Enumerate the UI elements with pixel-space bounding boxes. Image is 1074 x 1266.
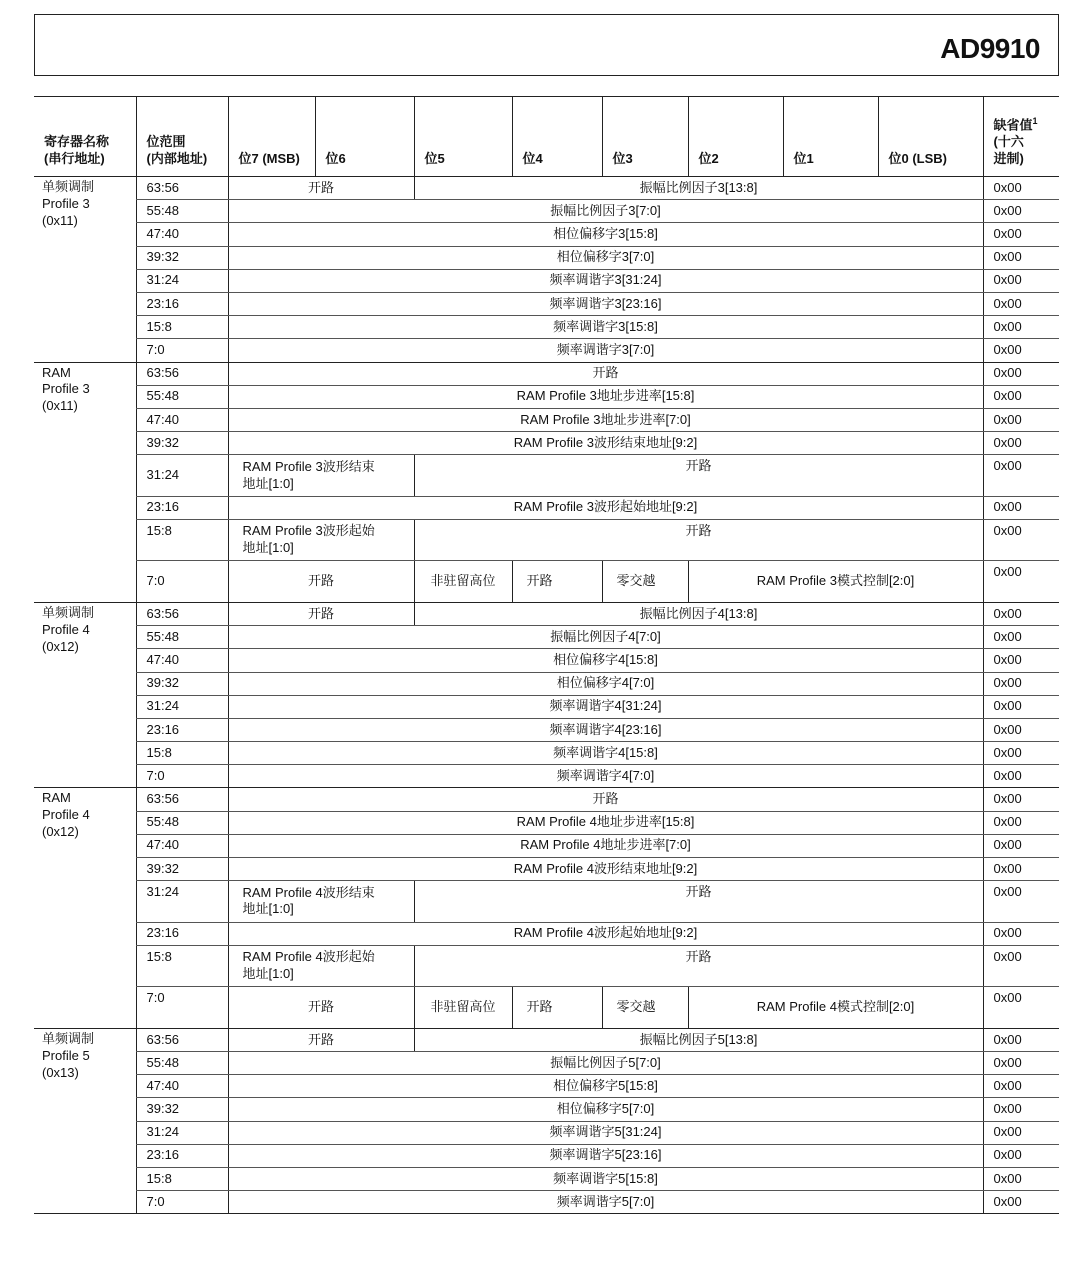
field-cell: RAM Profile 3波形起始地址[9:2]: [228, 496, 983, 519]
header-bit4: 位4: [512, 97, 602, 177]
table-row: [34, 834, 1059, 857]
bit-range-cell: 55:48: [136, 385, 228, 408]
field-cell: 频率调谐字3[23:16]: [228, 292, 983, 315]
field-cell: 零交越: [602, 561, 688, 603]
header-bit2: 位2: [688, 97, 783, 177]
default-value-cell: 0x00: [983, 945, 1059, 987]
header-bit3: 位3: [602, 97, 688, 177]
field-cell: 频率调谐字5[23:16]: [228, 1144, 983, 1167]
field-cell: 开路: [228, 987, 414, 1029]
default-value-cell: 0x00: [983, 602, 1059, 625]
field-cell: 振幅比例因子3[7:0]: [228, 200, 983, 223]
table-row: [34, 626, 1059, 649]
bit-range-cell: 39:32: [136, 858, 228, 881]
field-cell: 相位偏移字5[7:0]: [228, 1098, 983, 1121]
field-cell: RAM Profile 4地址步进率[7:0]: [228, 834, 983, 857]
default-value-cell: 0x00: [983, 1144, 1059, 1167]
bit-range-cell: 15:8: [136, 1168, 228, 1191]
default-value-cell: 0x00: [983, 246, 1059, 269]
header-bit0: 位0 (LSB): [878, 97, 983, 177]
table-row: [34, 788, 1059, 811]
register-map-table: [34, 96, 1059, 1214]
bit-range-cell: 23:16: [136, 496, 228, 519]
register-name-line: Profile 5: [42, 1047, 90, 1063]
table-row: [34, 362, 1059, 385]
default-value-cell: 0x00: [983, 858, 1059, 881]
table-row: [34, 408, 1059, 431]
field-cell: 相位偏移字3[7:0]: [228, 246, 983, 269]
bit-range-cell: 55:48: [136, 811, 228, 834]
default-value-cell: 0x00: [983, 1028, 1059, 1051]
bit-range-cell: 47:40: [136, 223, 228, 246]
field-cell: RAM Profile 3地址步进率[7:0]: [228, 408, 983, 431]
field-cell: 振幅比例因子4[13:8]: [414, 602, 983, 625]
table-row: [34, 881, 1059, 923]
default-value-cell: 0x00: [983, 200, 1059, 223]
table-row: [34, 695, 1059, 718]
bit-range-cell: 23:16: [136, 922, 228, 945]
table-row: [34, 858, 1059, 881]
field-cell: 频率调谐字4[31:24]: [228, 695, 983, 718]
default-value-cell: 0x00: [983, 519, 1059, 561]
bit-range-cell: 15:8: [136, 519, 228, 561]
field-cell: RAM Profile 4波形结束 地址[1:0]: [228, 881, 414, 923]
register-name-line: (0x11): [42, 398, 78, 414]
bit-range-cell: 7:0: [136, 561, 228, 603]
field-cell: 非驻留高位: [414, 561, 512, 603]
table-row: [34, 432, 1059, 455]
default-value-cell: 0x00: [983, 922, 1059, 945]
field-cell: 频率调谐字3[7:0]: [228, 339, 983, 362]
bit-range-cell: 63:56: [136, 788, 228, 811]
table-body: [34, 177, 1059, 1214]
field-cell: 频率调谐字4[7:0]: [228, 765, 983, 788]
register-name-line: (0x13): [42, 1064, 79, 1080]
register-name-cell: [34, 602, 136, 788]
field-cell: 频率调谐字4[23:16]: [228, 718, 983, 741]
field-cell: RAM Profile 4模式控制[2:0]: [688, 987, 983, 1029]
table-row: [34, 602, 1059, 625]
document-title: AD9910: [940, 33, 1040, 64]
table-row: [34, 455, 1059, 497]
table-row: [34, 1191, 1059, 1214]
default-value-cell: 0x00: [983, 1121, 1059, 1144]
table-row: [34, 246, 1059, 269]
bit-range-cell: 15:8: [136, 316, 228, 339]
bit-range-cell: 39:32: [136, 432, 228, 455]
default-value-cell: 0x00: [983, 1168, 1059, 1191]
header-bit1: 位1: [783, 97, 878, 177]
field-cell: 振幅比例因子3[13:8]: [414, 177, 983, 200]
register-name-line: (0x11): [42, 212, 78, 228]
field-cell: 开路: [228, 602, 414, 625]
table-row: [34, 561, 1059, 603]
bit-range-cell: 23:16: [136, 292, 228, 315]
bit-range-cell: 55:48: [136, 626, 228, 649]
table-row: [34, 316, 1059, 339]
default-value-cell: 0x00: [983, 742, 1059, 765]
table-row: [34, 742, 1059, 765]
register-name-cell: [34, 177, 136, 363]
table-row: [34, 1052, 1059, 1075]
bit-range-cell: 7:0: [136, 765, 228, 788]
header-bit5: 位5: [414, 97, 512, 177]
field-cell: 频率调谐字5[15:8]: [228, 1168, 983, 1191]
register-name-line: 单频调制: [42, 1030, 95, 1046]
bit-range-cell: 39:32: [136, 246, 228, 269]
header-default-sub: (十六 进制): [993, 134, 1024, 167]
bit-range-cell: 47:40: [136, 1075, 228, 1098]
table-row: [34, 1028, 1059, 1051]
table-row: [34, 922, 1059, 945]
default-value-cell: 0x00: [983, 385, 1059, 408]
table-row: [34, 672, 1059, 695]
field-cell: 开路: [414, 945, 983, 987]
bit-range-cell: 63:56: [136, 602, 228, 625]
field-cell: 开路: [512, 987, 602, 1029]
field-cell: 开路: [512, 561, 602, 603]
field-cell: 零交越: [602, 987, 688, 1029]
field-cell: 相位偏移字5[15:8]: [228, 1075, 983, 1098]
table-row: [34, 292, 1059, 315]
bit-range-cell: 47:40: [136, 834, 228, 857]
default-value-cell: 0x00: [983, 496, 1059, 519]
field-cell: 频率调谐字5[31:24]: [228, 1121, 983, 1144]
field-cell: RAM Profile 4波形结束地址[9:2]: [228, 858, 983, 881]
default-value-cell: 0x00: [983, 1075, 1059, 1098]
table-row: [34, 718, 1059, 741]
default-value-cell: 0x00: [983, 292, 1059, 315]
field-cell: 频率调谐字3[31:24]: [228, 269, 983, 292]
default-value-cell: 0x00: [983, 987, 1059, 1029]
table-row: [34, 223, 1059, 246]
bit-range-cell: 31:24: [136, 455, 228, 497]
bit-range-cell: 31:24: [136, 695, 228, 718]
field-cell: 开路: [414, 455, 983, 497]
bit-range-cell: 7:0: [136, 339, 228, 362]
bit-range-cell: 55:48: [136, 1052, 228, 1075]
table-row: [34, 339, 1059, 362]
field-cell: 非驻留高位: [414, 987, 512, 1029]
default-value-cell: 0x00: [983, 316, 1059, 339]
register-name-line: Profile 4: [42, 621, 90, 637]
default-value-cell: 0x00: [983, 626, 1059, 649]
field-cell: 开路: [228, 561, 414, 603]
header-default-footnote: 1: [1032, 116, 1038, 126]
header-reg-name: 寄存器名称 (串行地址): [34, 97, 136, 177]
field-cell: RAM Profile 3波形结束地址[9:2]: [228, 432, 983, 455]
field-cell: 相位偏移字4[15:8]: [228, 649, 983, 672]
bit-range-cell: 15:8: [136, 742, 228, 765]
field-cell: 相位偏移字4[7:0]: [228, 672, 983, 695]
bit-range-cell: 55:48: [136, 200, 228, 223]
table-row: [34, 811, 1059, 834]
default-value-cell: 0x00: [983, 269, 1059, 292]
register-name-line: RAM: [42, 364, 71, 380]
default-value-cell: 0x00: [983, 408, 1059, 431]
bit-range-cell: 31:24: [136, 269, 228, 292]
default-value-cell: 0x00: [983, 339, 1059, 362]
header-bit7: 位7 (MSB): [228, 97, 315, 177]
bit-range-cell: 7:0: [136, 1191, 228, 1214]
header-default-label: 缺省值: [993, 117, 1033, 133]
default-value-cell: 0x00: [983, 672, 1059, 695]
field-cell: RAM Profile 3波形结束 地址[1:0]: [228, 455, 414, 497]
field-cell: 相位偏移字3[15:8]: [228, 223, 983, 246]
header-bit-range: 位范围 (内部地址): [136, 97, 228, 177]
bit-range-cell: 23:16: [136, 1144, 228, 1167]
bit-range-cell: 39:32: [136, 1098, 228, 1121]
register-name-line: Profile 3: [42, 381, 90, 397]
bit-range-cell: 7:0: [136, 987, 228, 1029]
table-row: [34, 1168, 1059, 1191]
default-value-cell: 0x00: [983, 1098, 1059, 1121]
default-value-cell: 0x00: [983, 177, 1059, 200]
bit-range-cell: 47:40: [136, 408, 228, 431]
header-default: [983, 97, 1059, 177]
table-row: [34, 200, 1059, 223]
bit-range-cell: 31:24: [136, 1121, 228, 1144]
register-name-line: Profile 4: [42, 807, 90, 823]
register-name-cell: [34, 362, 136, 602]
field-cell: RAM Profile 4地址步进率[15:8]: [228, 811, 983, 834]
default-value-cell: 0x00: [983, 695, 1059, 718]
default-value-cell: 0x00: [983, 834, 1059, 857]
table-row: [34, 987, 1059, 1029]
field-cell: 振幅比例因子5[7:0]: [228, 1052, 983, 1075]
default-value-cell: 0x00: [983, 1191, 1059, 1214]
register-name-cell: [34, 1028, 136, 1214]
field-cell: RAM Profile 3波形起始 地址[1:0]: [228, 519, 414, 561]
page-header: [34, 14, 1059, 76]
table-row: [34, 519, 1059, 561]
default-value-cell: 0x00: [983, 811, 1059, 834]
default-value-cell: 0x00: [983, 362, 1059, 385]
register-name-line: 单频调制: [42, 179, 95, 194]
field-cell: RAM Profile 4波形起始地址[9:2]: [228, 922, 983, 945]
table-row: [34, 269, 1059, 292]
register-name-cell: [34, 788, 136, 1028]
default-value-cell: 0x00: [983, 649, 1059, 672]
register-name-line: (0x12): [42, 824, 79, 840]
bit-range-cell: 47:40: [136, 649, 228, 672]
field-cell: 开路: [228, 177, 414, 200]
field-cell: 频率调谐字5[7:0]: [228, 1191, 983, 1214]
default-value-cell: 0x00: [983, 765, 1059, 788]
default-value-cell: 0x00: [983, 788, 1059, 811]
table-row: [34, 385, 1059, 408]
register-name-line: RAM: [42, 790, 71, 806]
bit-range-cell: 23:16: [136, 718, 228, 741]
table-row: [34, 496, 1059, 519]
table-row: [34, 177, 1059, 200]
field-cell: 振幅比例因子4[7:0]: [228, 626, 983, 649]
table-row: [34, 945, 1059, 987]
bit-range-cell: 63:56: [136, 177, 228, 200]
table-row: [34, 765, 1059, 788]
table-row: [34, 1121, 1059, 1144]
table-row: [34, 1144, 1059, 1167]
table-row: [34, 1075, 1059, 1098]
field-cell: 振幅比例因子5[13:8]: [414, 1028, 983, 1051]
field-cell: RAM Profile 4波形起始 地址[1:0]: [228, 945, 414, 987]
bit-range-cell: 15:8: [136, 945, 228, 987]
default-value-cell: 0x00: [983, 432, 1059, 455]
field-cell: 开路: [414, 881, 983, 923]
default-value-cell: 0x00: [983, 718, 1059, 741]
field-cell: RAM Profile 3地址步进率[15:8]: [228, 385, 983, 408]
header-bit6: 位6: [315, 97, 414, 177]
field-cell: 开路: [228, 1028, 414, 1051]
field-cell: 频率调谐字3[15:8]: [228, 316, 983, 339]
field-cell: 频率调谐字4[15:8]: [228, 742, 983, 765]
bit-range-cell: 39:32: [136, 672, 228, 695]
bit-range-cell: 63:56: [136, 1028, 228, 1051]
field-cell: RAM Profile 3模式控制[2:0]: [688, 561, 983, 603]
table-row: [34, 649, 1059, 672]
default-value-cell: 0x00: [983, 455, 1059, 497]
table-row: [34, 1098, 1059, 1121]
register-name-line: (0x12): [42, 638, 79, 654]
default-value-cell: 0x00: [983, 881, 1059, 923]
table-header-row: [34, 97, 1059, 177]
bit-range-cell: 31:24: [136, 881, 228, 923]
default-value-cell: 0x00: [983, 223, 1059, 246]
register-name-line: 单频调制: [42, 604, 95, 620]
field-cell: 开路: [228, 788, 983, 811]
field-cell: 开路: [414, 519, 983, 561]
bit-range-cell: 63:56: [136, 362, 228, 385]
default-value-cell: 0x00: [983, 561, 1059, 603]
default-value-cell: 0x00: [983, 1052, 1059, 1075]
field-cell: 开路: [228, 362, 983, 385]
register-name-line: Profile 3: [42, 195, 90, 211]
